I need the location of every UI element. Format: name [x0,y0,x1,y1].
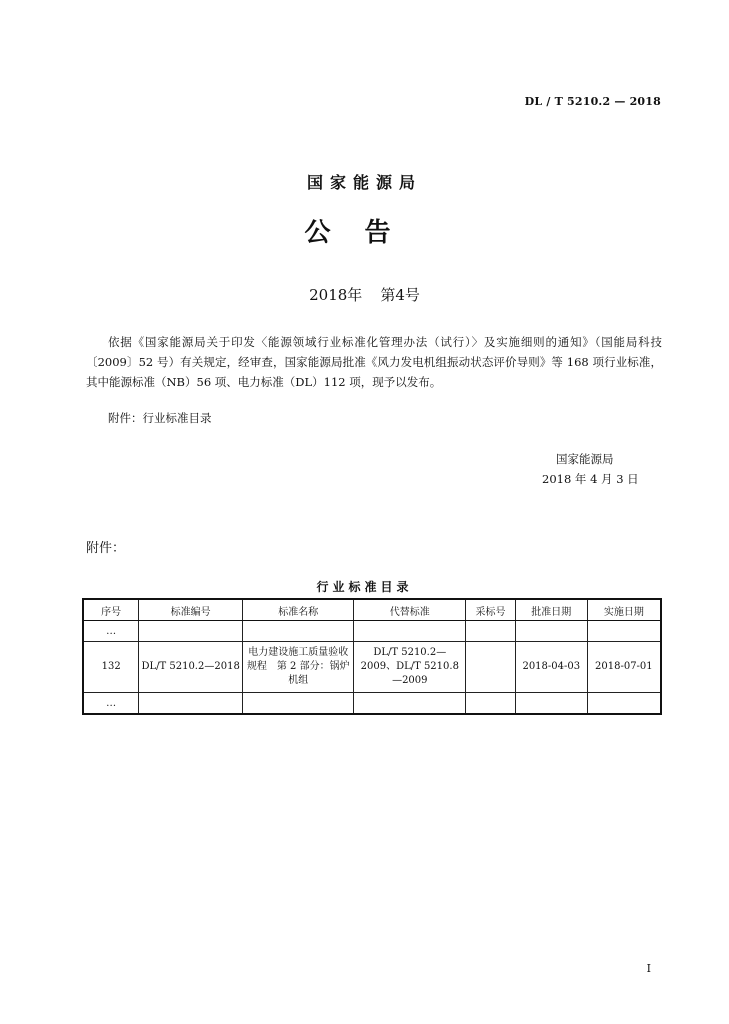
table-cell: DL/T 5210.2—2009、DL/T 5210.8—2009 [354,642,466,693]
col-header-index: 序号 [83,599,139,621]
table-cell [139,621,243,642]
table-cell [587,693,661,715]
col-header-name: 标准名称 [242,599,354,621]
table-cell [587,621,661,642]
table-row [83,693,661,715]
table-cell [354,621,466,642]
table-title: 行业标准目录 [316,580,413,594]
signature-date: 2018 年 4 月 3 日 [542,472,639,486]
standards-table [82,598,662,715]
notice-year: 2018年 [309,286,363,304]
signature-organization: 国家能源局 [556,452,614,466]
col-header-code: 标准编号 [139,599,243,621]
table-cell [242,693,354,715]
table-cell [515,621,587,642]
notice-title: 公告 [304,218,425,248]
table-cell: 电力建设施工质量验收规程 第 2 部分：锅炉机组 [242,642,354,693]
table-cell [242,621,354,642]
issuing-organization: 国家能源局 [306,173,422,192]
table-cell [466,693,516,715]
table-cell: 2018-04-03 [515,642,587,693]
table-cell [515,693,587,715]
table-cell: DL/T 5210.2—2018 [139,642,243,693]
col-header-adopted: 采标号 [466,599,516,621]
appendix-label: 附件： [86,541,126,556]
table-cell [139,693,243,715]
table-cell [354,693,466,715]
col-header-approval-date: 批准日期 [515,599,587,621]
table-cell: 132 [83,642,139,693]
notice-body: 依据《国家能源局关于印发〈能源领域行业标准化管理办法（试行）〉及实施细则的通知》（国能局科技〔2009〕52 号）有关规定，经审查，国家能源局批准《风力发电机组振动状态评价导则》等 168 项行业标准，其中能源标准（NB）56 项、电力标准（DL）112 项，现予以发布。 [86,335,662,389]
page-number: I [646,962,651,975]
table-cell [466,642,516,693]
table-row [83,621,661,642]
attachment-line: 附件：行业标准目录 [108,411,212,425]
table-header-row [83,599,661,621]
notice-number [0,284,729,305]
table-cell: … [83,693,139,715]
col-header-replaced: 代替标准 [354,599,466,621]
table-cell: … [83,621,139,642]
col-header-effective-date: 实施日期 [587,599,661,621]
table-cell: 2018-07-01 [587,642,661,693]
table-row [83,642,661,693]
table-cell [466,621,516,642]
notice-issue: 第4号 [380,286,420,304]
standard-code: DL / T 5210.2 — 2018 [524,95,661,108]
